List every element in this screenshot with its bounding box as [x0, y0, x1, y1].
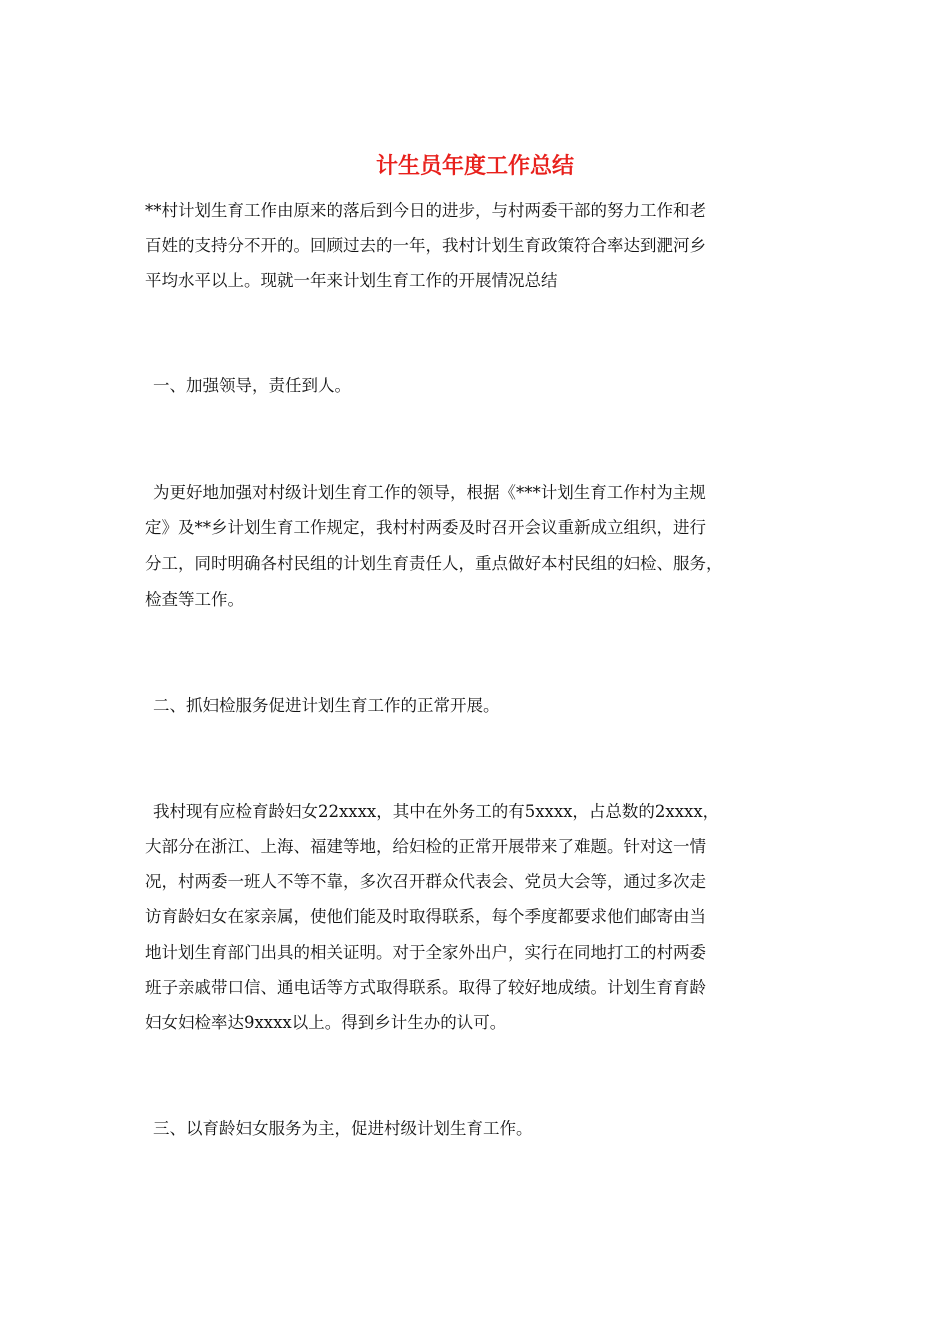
section-2-line-1: 我村现有应检育龄妇女22xxxx，其中在外务工的有5xxxx，占总数的2xxxx，	[153, 802, 720, 821]
section-1-line-1: 为更好地加强对村级计划生育工作的领导，根据《***计划生育工作村为主规	[153, 483, 706, 502]
section-3-heading: 三、以育龄妇女服务为主，促进村级计划生育工作。	[153, 1119, 533, 1138]
section-2-heading: 二、抓妇检服务促进计划生育工作的正常开展。	[153, 696, 500, 715]
section-1-line-2: 定》及**乡计划生育工作规定，我村村两委及时召开会议重新成立组织，进行	[145, 518, 706, 537]
section-2-line-2: 大部分在浙江、上海、福建等地，给妇检的正常开展带来了难题。针对这一情	[145, 837, 706, 856]
section-2-line-6: 班子亲戚带口信、通电话等方式取得联系。取得了较好地成绩。计划生育育龄	[145, 978, 706, 997]
section-2-line-7: 妇女妇检率达9xxxx以上。得到乡计生办的认可。	[145, 1013, 507, 1032]
intro-line-2: 百姓的支持分不开的。回顾过去的一年，我村计划生育政策符合率达到淝河乡	[145, 236, 706, 255]
intro-line-1: **村计划生育工作由原来的落后到今日的进步，与村两委干部的努力工作和老	[145, 201, 706, 220]
section-2-line-5: 地计划生育部门出具的相关证明。对于全家外出户，实行在同地打工的村两委	[145, 943, 706, 962]
section-1-line-3: 分工，同时明确各村民组的计划生育责任人，重点做好本村民组的妇检、服务，	[145, 554, 723, 573]
section-2-line-3: 况，村两委一班人不等不靠，多次召开群众代表会、党员大会等，通过多次走	[145, 872, 706, 891]
document-title: 计生员年度工作总结	[375, 153, 574, 179]
intro-line-3: 平均水平以上。现就一年来计划生育工作的开展情况总结	[145, 271, 558, 290]
section-1-line-4: 检查等工作。	[145, 590, 244, 609]
section-1-heading: 一、加强领导，责任到人。	[153, 376, 351, 395]
section-2-line-4: 访育龄妇女在家亲属，使他们能及时取得联系，每个季度都要求他们邮寄由当	[145, 907, 706, 926]
